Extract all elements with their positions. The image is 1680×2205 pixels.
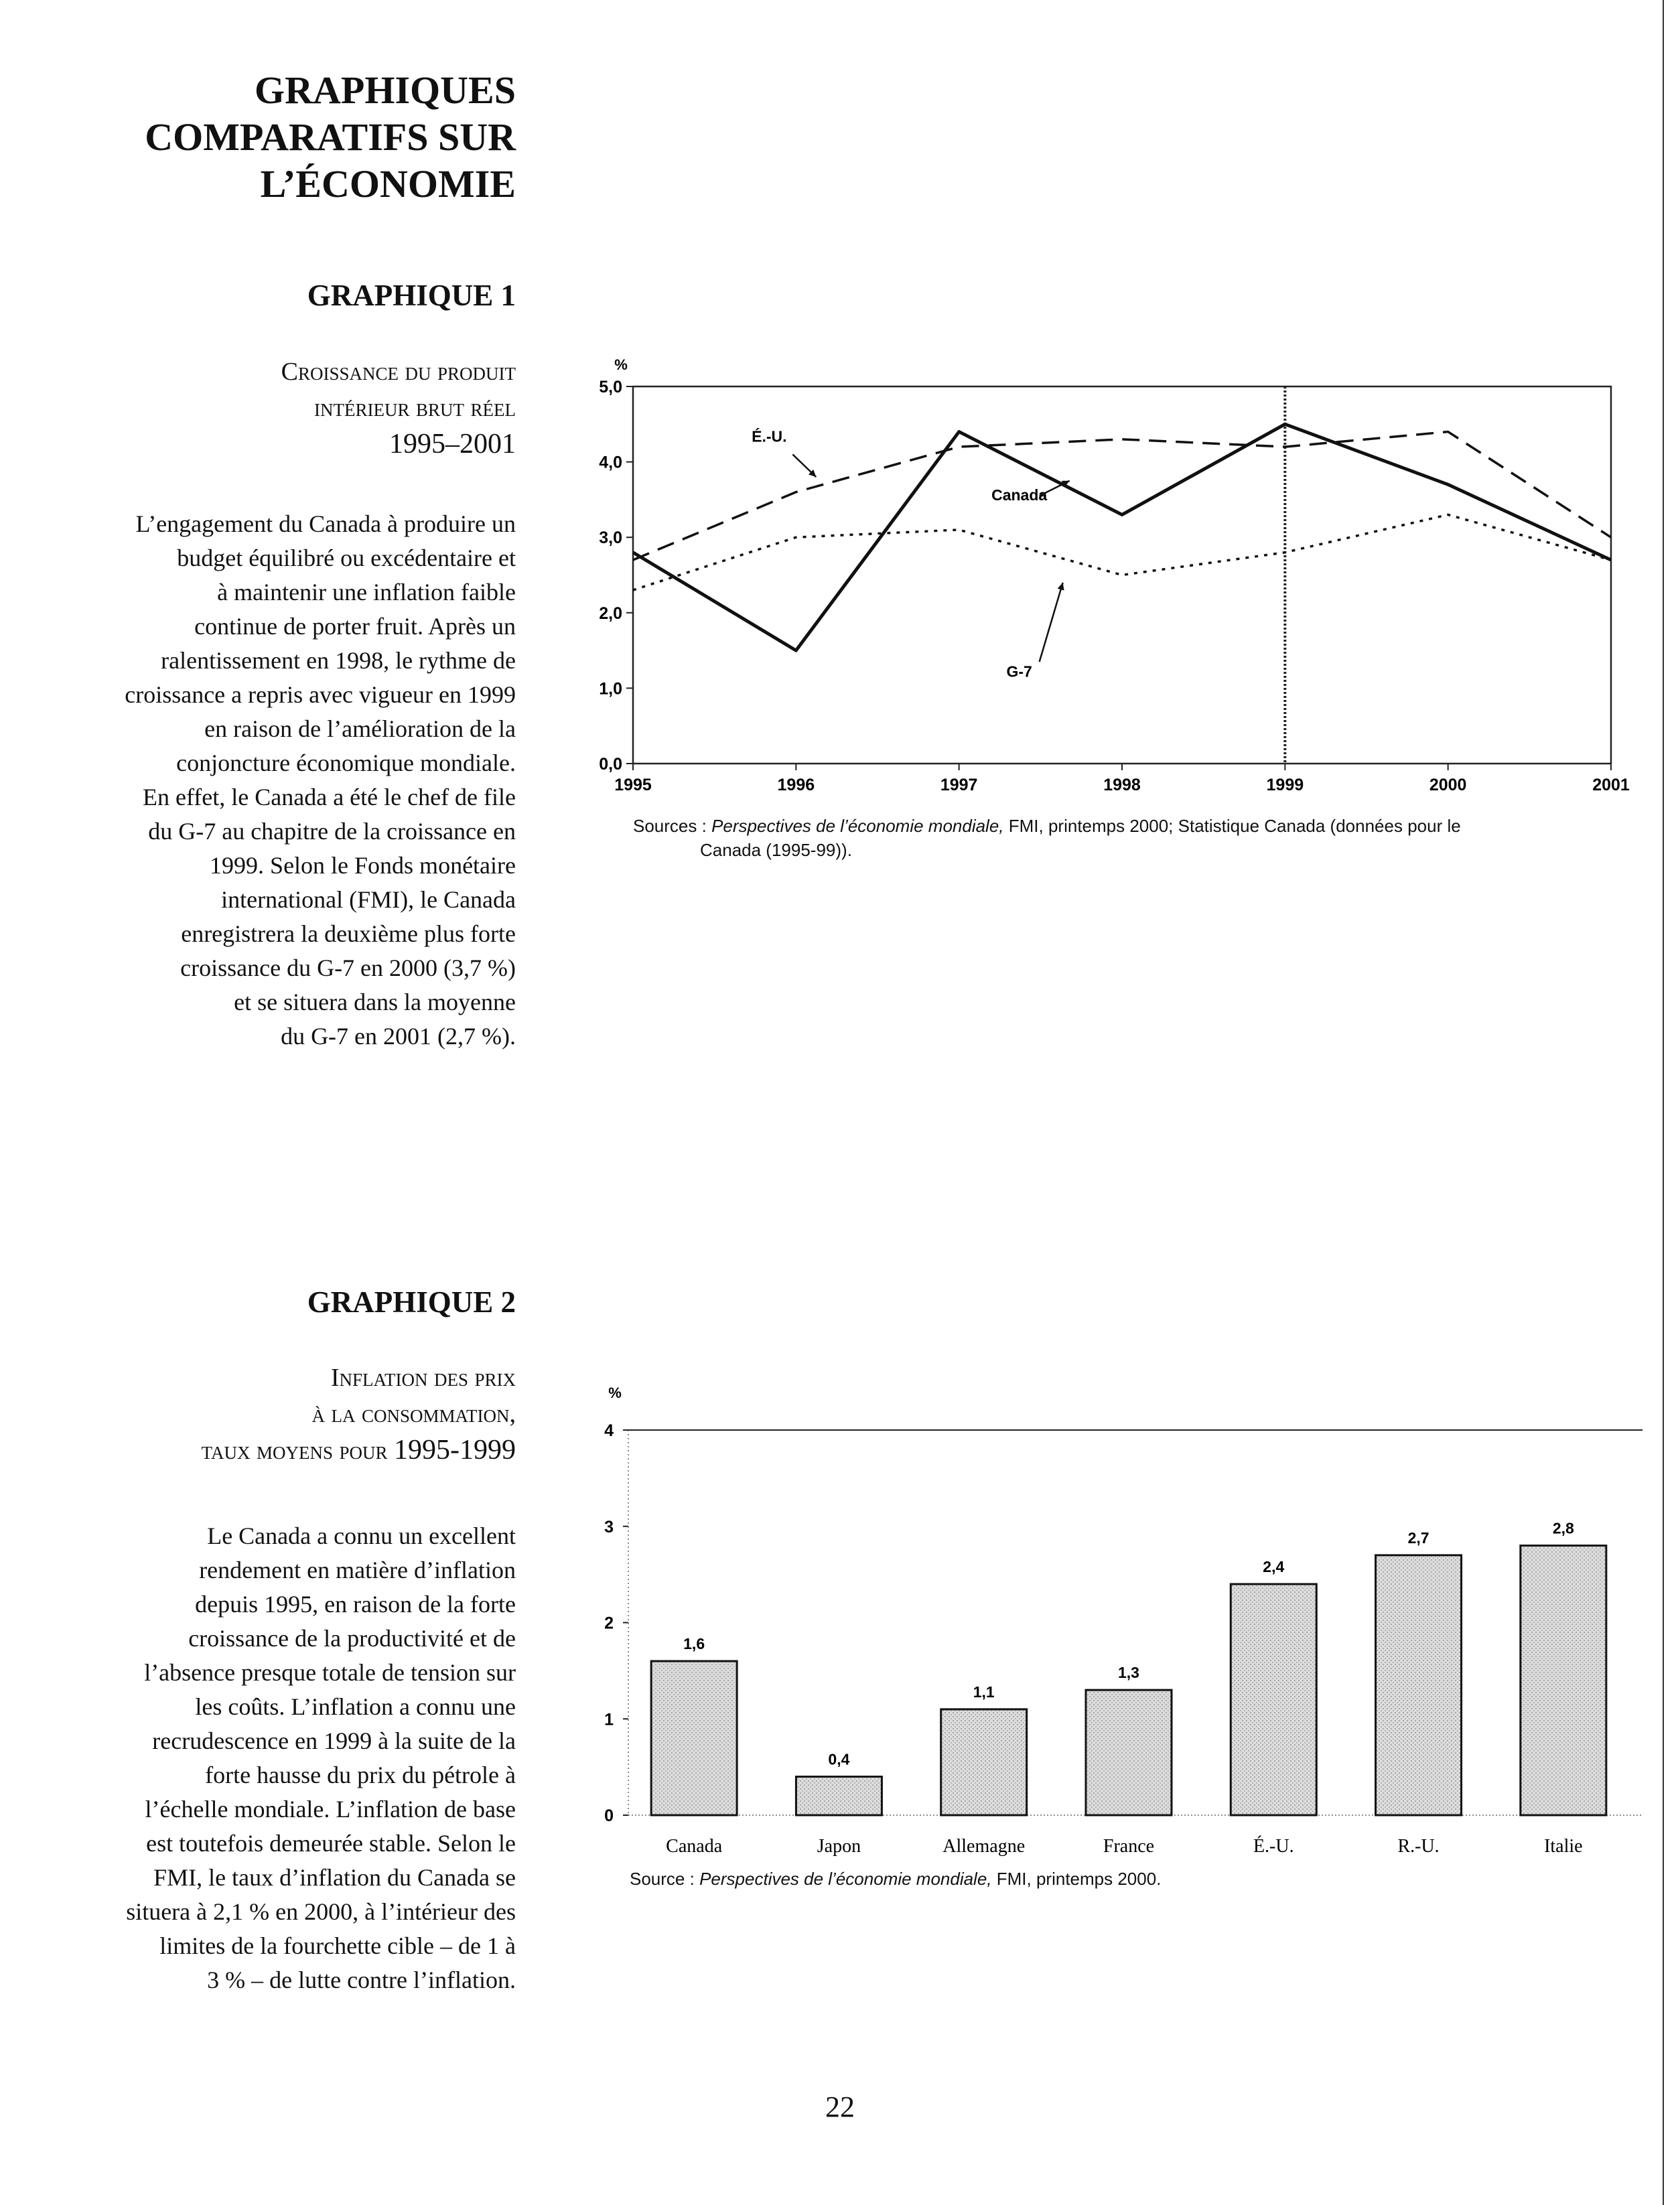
graph2-subtitle-line: Inflation des prix	[330, 1364, 516, 1392]
graph1-body-line: et se situera dans la moyenne	[234, 989, 516, 1015]
bar-2	[941, 1709, 1027, 1815]
series-label-arrow	[1040, 583, 1063, 662]
graph1-body-line: budget équilibré ou excédentaire et	[177, 545, 516, 571]
graph1-body-line: En effet, le Canada a été le chef de file	[142, 784, 516, 810]
bar-value-label: 1,3	[1118, 1664, 1139, 1682]
category-label: Italie	[1544, 1836, 1583, 1857]
graph1-source-line2: Canada (1995-99)).	[700, 840, 852, 860]
graph1-body-line: croissance du G-7 en 2000 (3,7 %)	[180, 954, 516, 981]
graph1-source	[633, 814, 1611, 862]
graph1-source-rest: FMI, printemps 2000; Statistique Canada (données pour le	[1008, 816, 1461, 836]
category-label: Japon	[817, 1836, 861, 1857]
bar-value-label: 1,6	[683, 1635, 705, 1652]
graph1-subtitle-line: Croissance du produit	[281, 358, 516, 386]
graph2-source-rest: FMI, printemps 2000.	[996, 1869, 1162, 1889]
graph1-body-line: 1999. Selon le Fonds monétaire	[210, 852, 516, 879]
graph1-body-line: L’engagement du Canada à produire un	[135, 510, 516, 537]
category-label: Canada	[666, 1836, 723, 1857]
x-tick-label: 1999	[1266, 776, 1304, 794]
inflation-chart	[604, 1384, 1642, 1857]
graph2-subtitle-prefix: taux moyens pour	[201, 1437, 388, 1465]
y-tick-label: 1	[604, 1710, 614, 1729]
series-label: É.-U.	[752, 427, 787, 445]
graph2-subtitle-line: à la consommation,	[311, 1400, 516, 1428]
graph1-body-line: croissance a repris avec vigueur en 1999	[125, 681, 516, 708]
bar-1	[796, 1777, 882, 1816]
graph2-body-line: rendement en matière d’inflation	[199, 1557, 516, 1583]
y-tick-label: 1,0	[599, 679, 622, 699]
y-axis-unit: %	[608, 1384, 622, 1401]
graph2-body-line: l’absence presque totale de tension sur	[144, 1659, 516, 1686]
y-tick-label: 3,0	[599, 528, 622, 548]
series-line-solid	[633, 424, 1611, 650]
graph1-body-line: enregistrera la deuxième plus forte	[181, 920, 516, 947]
graph2-heading: GRAPHIQUE 2	[307, 1285, 516, 1319]
graph2-body-line: Le Canada a connu un excellent	[207, 1522, 516, 1549]
series-line-dashed	[633, 432, 1611, 560]
x-tick-label: 1998	[1103, 776, 1141, 794]
graph1-subtitle-line: intérieur brut réel	[314, 394, 516, 422]
y-tick-label: 4	[604, 1421, 614, 1440]
graph1-source-line1	[633, 814, 1611, 838]
bar-value-label: 2,8	[1552, 1519, 1574, 1537]
x-tick-label: 1996	[777, 776, 815, 794]
bar-value-label: 2,7	[1407, 1528, 1429, 1547]
graph1-body-line: en raison de l’amélioration de la	[204, 715, 516, 742]
series-label: G-7	[1006, 662, 1032, 681]
y-tick-label: 4,0	[599, 453, 622, 472]
graph2-body-line: 3 % – de lutte contre l’inflation.	[207, 1967, 516, 1993]
y-tick-label: 2	[604, 1614, 614, 1633]
y-tick-label: 0,0	[599, 755, 622, 774]
graph1-source-prefix: Sources :	[633, 816, 707, 836]
page-number: 22	[825, 2090, 855, 2123]
y-tick-label: 2,0	[599, 603, 622, 623]
graph2-body-line: croissance de la productivité et de	[188, 1625, 516, 1652]
category-label: Allemagne	[942, 1836, 1026, 1857]
graph2-body-line: depuis 1995, en raison de la forte	[195, 1591, 516, 1618]
series-label: Canada	[991, 486, 1048, 504]
graph1-body-line: du G-7 au chapitre de la croissance en	[148, 818, 516, 845]
bar-3	[1086, 1690, 1172, 1815]
x-tick-label: 2000	[1429, 776, 1467, 794]
x-tick-label: 1997	[940, 776, 978, 794]
title-line: COMPARATIFS SUR	[145, 115, 516, 159]
graph2-body-line: forte hausse du prix du pétrole à	[205, 1762, 516, 1788]
graph2-source	[630, 1869, 1608, 1890]
graph2-body-line: FMI, le taux d’inflation du Canada se	[153, 1864, 516, 1891]
bar-0	[651, 1661, 737, 1815]
bar-4	[1231, 1584, 1316, 1815]
graph1-source-title: Perspectives de l’économie mondiale,	[711, 816, 1004, 836]
title-line: GRAPHIQUES	[255, 68, 516, 112]
graph1-body-line: ralentissement en 1998, le rythme de	[161, 647, 516, 674]
gdp-growth-chart	[599, 356, 1630, 794]
graph2-body-line: recrudescence en 1999 à la suite de la	[152, 1727, 516, 1754]
graph2-body-line: l’échelle mondiale. L’inflation de base	[145, 1796, 516, 1823]
bar-6	[1521, 1546, 1606, 1816]
y-tick-label: 5,0	[599, 378, 622, 397]
y-axis-unit: %	[614, 356, 628, 373]
category-label: É.-U.	[1253, 1836, 1294, 1857]
graph1-heading: GRAPHIQUE 1	[307, 279, 516, 312]
x-tick-label: 1995	[614, 776, 652, 794]
graph2-body-line: situera à 2,1 % en 2000, à l’intérieur des	[126, 1898, 516, 1925]
title-line: L’ÉCONOMIE	[260, 162, 516, 206]
x-tick-label: 2001	[1592, 776, 1630, 794]
bar-value-label: 2,4	[1263, 1558, 1285, 1575]
bar-value-label: 1,1	[973, 1683, 995, 1701]
graph2-body-line: les coûts. L’inflation a connu une	[195, 1693, 516, 1720]
graph1-body-line: continue de porter fruit. Après un	[194, 613, 516, 640]
graph1-body-line: du G-7 en 2001 (2,7 %).	[281, 1023, 516, 1050]
y-tick-label: 0	[604, 1806, 614, 1825]
graph2-body-line: limites de la fourchette cible – de 1 à	[159, 1932, 516, 1959]
category-label: France	[1103, 1836, 1155, 1857]
graph1-body-line: à maintenir une inflation faible	[217, 579, 516, 606]
series-line-dotted	[633, 514, 1611, 590]
bar-value-label: 0,4	[828, 1750, 850, 1768]
graph1-years: 1995–2001	[389, 429, 516, 459]
graph2-years: 1995-1999	[394, 1435, 516, 1466]
graph1-body-line: conjoncture économique mondiale.	[176, 750, 516, 776]
graph2-source-prefix: Source :	[630, 1869, 695, 1889]
bar-5	[1376, 1555, 1462, 1815]
graph2-source-title: Perspectives de l’économie mondiale,	[699, 1869, 992, 1889]
graph1-body-line: international (FMI), le Canada	[221, 886, 516, 913]
category-label: R.-U.	[1397, 1836, 1440, 1857]
graph2-body-line: est toutefois demeurée stable. Selon le	[146, 1830, 516, 1857]
y-tick-label: 3	[604, 1517, 614, 1537]
